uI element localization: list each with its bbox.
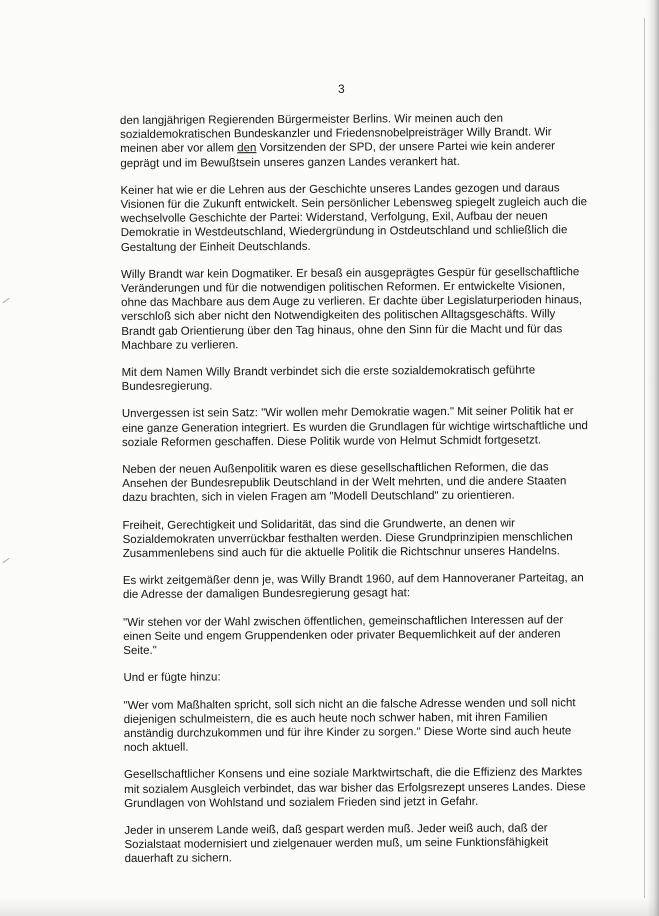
paragraph-11-quote: "Wer vom Maßhalten spricht, soll sich nicht an die falsche Adresse wenden und soll nicht diejenigen schulmeistern, die es auch heute noch schwer haben, mit ihren Familien anständig durchzukommen und für ihre Kinder zu sorgen." Diese Worte sind auch heute noch aktuell. <box>123 696 576 755</box>
scan-edge-line <box>644 18 645 898</box>
scan-bottom-shadow <box>0 898 659 916</box>
paragraph-3: Willy Brandt war kein Dogmatiker. Er besaß ein ausgeprägtes Gespür für gesellschaftliche Veränderungen und für die notwendigen politischen Reformen. Er entwickelte Visionen, ohne das Machbare aus dem Auge zu verlieren. Er dachte über Legislaturperioden hinaus, verschloß sich aber nicht den Notwendigkeiten des politischen Alltagsgeschäfts. Willy Brandt gab Orientierung über den Tag hinaus, ohne den Sinn für die Macht und für das Machbare zu verlieren. <box>120 266 583 352</box>
body-text <box>120 111 593 879</box>
paragraph-9-quote: "Wir stehen vor der Wahl zwischen öffentlichen, gemeinschaftlichen Interessen auf der einen Seite und engem Gruppendenken oder privater Bequemlichkeit auf der anderen Seite." <box>123 613 564 658</box>
paragraph-7: Freiheit, Gerechtigkeit und Solidarität, das sind die Grundwerte, an denen wir Sozialdemokraten unverrückbar festhalten werden. Diese Grundprinzipien menschlichen Zusammenlebens sind auch für die aktuelle Politik die Richtschnur unseres Handelns. <box>122 517 573 561</box>
paragraph-2: Keiner hat wie er die Lehren aus der Geschichte unseres Landes gezogen und daraus Visionen für die Zukunft entwickelt. Sein persönlicher Lebensweg spiegelt zugleich auch die wechselvolle Geschichte der Partei: Widerstand, Verfolgung, Exil, Aufbau der neuen Demokratie in Westdeutschland, Wiedergründung in Ostdeutschland und schließlich die Gestaltung der Einheit Deutschlands. <box>120 182 588 254</box>
margin-tick <box>2 298 9 303</box>
paragraph-text: Vorsitzenden der SPD, der unsere Partei wie kein anderer geprägt und im Bewußtsein unseres ganzen Landes verankert hat. <box>120 140 555 170</box>
paragraph-text: den langjährigen Regierenden Bürgermeister Berlins. Wir meinen auch den sozialdemokratischen Bundeskanzler und Friedensnobelpreisträger Willy Brandt. Wir meinen aber vor allem <box>120 112 552 156</box>
margin-tick <box>2 558 9 563</box>
paragraph-6: Neben der neuen Außenpolitik waren es diese gesellschaftlichen Reformen, die das Ansehen der Bundesrepublik Deutschland in der Welt mehrten, und die andere Staaten dazu brachten, sich in vielen Fragen am "Modell Deutschland" zu orientieren. <box>122 461 567 505</box>
scan-edge-shadow <box>647 0 659 916</box>
page-number: 3 <box>338 82 345 96</box>
paragraph-4: Mit dem Namen Willy Brandt verbindet sich die erste sozialdemokratisch geführte Bundesregierung. <box>121 364 536 394</box>
paragraph-8: Es wirkt zeitgemäßer denn je, was Willy Brandt 1960, auf dem Hannoveraner Parteitag, an die Adresse der damaligen Bundesregierung gesagt hat: <box>122 572 584 602</box>
paragraph-13: Jeder in unserem Lande weiß, daß gespart werden muß. Jeder weiß auch, daß der Sozialstaat modernisiert und zielgenauer werden muß, um seine Funktionsfähigkeit dauerhaft zu sichern. <box>124 822 549 866</box>
paragraph-12: Gesellschaftlicher Konsens und eine soziale Marktwirtschaft, die die Effizienz des Marktes mit sozialem Ausgleich verbindet, das war bisher das Erfolgsrezept unseres Landes. Diese Grundlagen von Wohlstand und sozialem Frieden sind jetzt in Gefahr. <box>124 766 586 810</box>
paragraph-10: Und er fügte hinzu: <box>123 671 221 685</box>
paragraph-5: Unvergessen ist sein Satz: "Wir wollen mehr Demokratie wagen." Mit seiner Politik hat er eine ganze Generation integriert. Es wurden die Grundlagen für wichtige wirtschaftliche und soziale Reformen geschaffen. Diese Politik wurde von Helmut Schmidt fortgesetzt. <box>121 405 588 449</box>
paragraph-1 <box>120 111 588 171</box>
underlined-word: den <box>237 142 257 155</box>
